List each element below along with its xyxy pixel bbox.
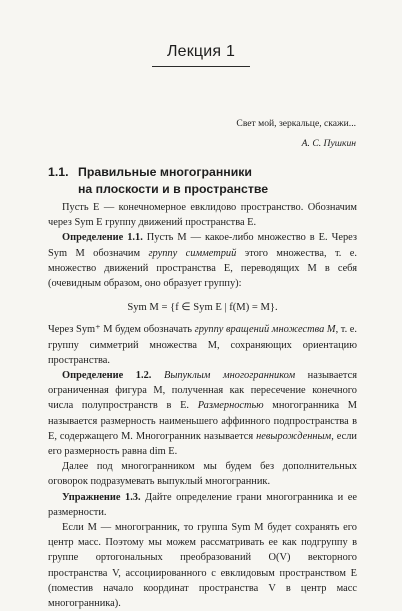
section-title-line2: на плоскости и в пространстве (78, 182, 269, 196)
defined-term: группу симметрий (148, 247, 237, 259)
defined-term: группу вращений множества M (194, 324, 336, 336)
epigraph (236, 116, 356, 151)
epigraph-author: А. С. Пушкин (301, 138, 356, 149)
definition-text: многогранника M называется размерность наименьшего аффинного подпространства в E, содержащего M. Многогранник называется (48, 400, 357, 442)
defined-term: невырожденным (256, 430, 332, 442)
paragraph-center-of-mass: Если M — многогранник, то группа Sym M будет сохранять его центр масс. Поэтому мы можем рассматривать ее как подгруппу в группе ортогональных преобразований O(V) векторного пространства V, ассоциированного с евклидовым пространством E (поместив начало координат пространства V в центр масс многогранника). (48, 522, 357, 610)
definition-text: этого множества, т. е. множество движений пространства E, переводящих M в себя (очевидным образом, оно образует группу): (48, 247, 357, 290)
title-underline (152, 66, 250, 67)
definition-1-2 (48, 368, 357, 459)
section-title-line1: Правильные многогранники (78, 165, 252, 179)
section-heading (48, 164, 358, 198)
definition-label: Определение 1.1. (62, 232, 143, 244)
lecture-title: Лекция 1 (166, 43, 236, 60)
paragraph-text: , т. е. группу симметрий множества M, сохраняющих ориентацию пространства. (48, 324, 358, 366)
paragraph-rotations (48, 322, 357, 368)
definition-text: Пусть M — какое-либо множество в E. Через Sym M обозначим (48, 232, 357, 259)
exercise-1-3 (48, 490, 357, 520)
definition-label: Определение 1.2. (62, 370, 152, 382)
defined-term: Выпуклым многогранником (151, 370, 296, 382)
paragraph-intro: Пусть E — конечномерное евклидово пространство. Обозначим через Sym E группу движений пространства E. (48, 202, 357, 229)
exercise-label: Упражнение 1.3. (62, 491, 141, 503)
definition-text: , если его размерность равна dim E. (48, 430, 357, 458)
epigraph-quote: Свет мой, зеркальце, скажи... (236, 118, 356, 129)
display-formula: Sym M = {f ∈ Sym E | f(M) = M}. (127, 302, 278, 314)
paragraph-convention: Далее под многогранником мы будем без дополнительных оговорок подразумевать выпуклый многогранник. (48, 461, 357, 488)
paragraph-text: Через Sym⁺ M будем обозначать (48, 324, 195, 336)
definition-1-1 (48, 230, 357, 291)
definition-text: называется ограниченная фигура M, полученная как пересечение конечного числа полупространств в E. (48, 370, 357, 412)
exercise-text: Дайте определение грани многогранника и ее размерности. (48, 491, 357, 518)
defined-term: Размерностью (197, 400, 264, 412)
body-text (48, 200, 357, 611)
section-number: 1.1. (48, 165, 69, 179)
